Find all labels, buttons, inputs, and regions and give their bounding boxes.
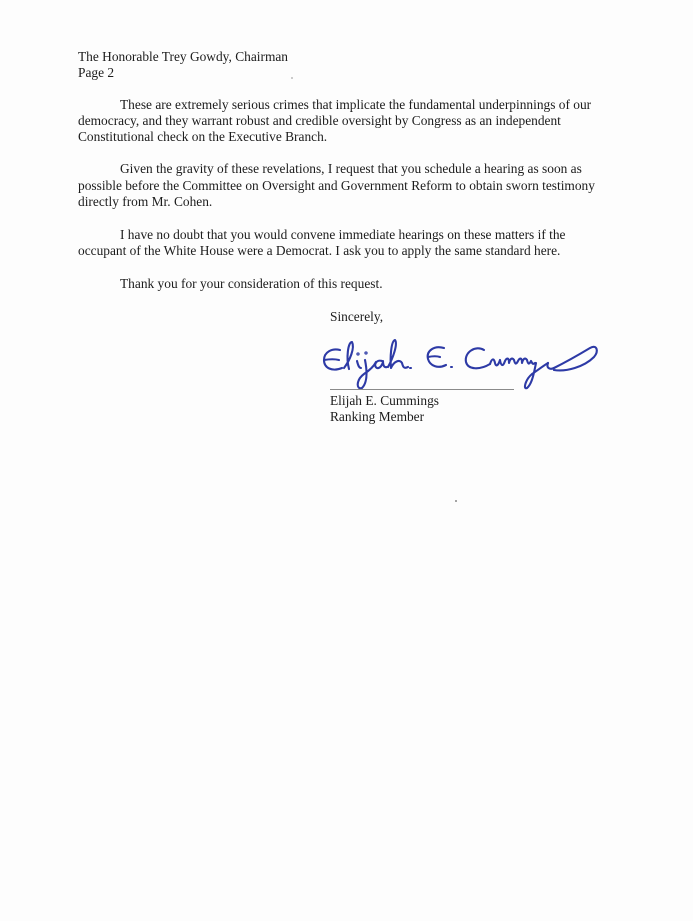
signature-line — [330, 389, 514, 390]
page-number: Page 2 — [78, 65, 115, 80]
addressee-line: The Honorable Trey Gowdy, Chairman — [78, 49, 288, 64]
scan-speck — [455, 500, 457, 502]
signer-title: Ranking Member — [330, 409, 425, 424]
signer-name: Elijah E. Cummings — [330, 393, 439, 408]
paragraph-1-line-1: These are extremely serious crimes that implicate the fundamental underpinnings of our — [120, 97, 592, 112]
signature — [318, 330, 603, 392]
paragraph-3-line-2: occupant of the White House were a Democrat. I ask you to apply the same standard here. — [78, 243, 561, 258]
closing-salutation: Sincerely, — [330, 309, 384, 324]
paragraph-3-line-1: I have no doubt that you would convene immediate hearings on these matters if the — [120, 227, 566, 242]
paragraph-4-line-1: Thank you for your consideration of this request. — [120, 276, 383, 291]
paragraph-2-line-1: Given the gravity of these revelations, I request that you schedule a hearing as soon as — [120, 161, 582, 176]
paragraph-1-line-3: Constitutional check on the Executive Branch. — [78, 129, 328, 144]
paragraph-1-line-2: democracy, and they warrant robust and credible oversight by Congress as an independent — [78, 113, 561, 128]
paragraph-2-line-3: directly from Mr. Cohen. — [78, 194, 213, 209]
paragraph-2-line-2: possible before the Committee on Oversight and Government Reform to obtain sworn testimony — [78, 178, 595, 193]
scan-speck — [291, 77, 293, 79]
